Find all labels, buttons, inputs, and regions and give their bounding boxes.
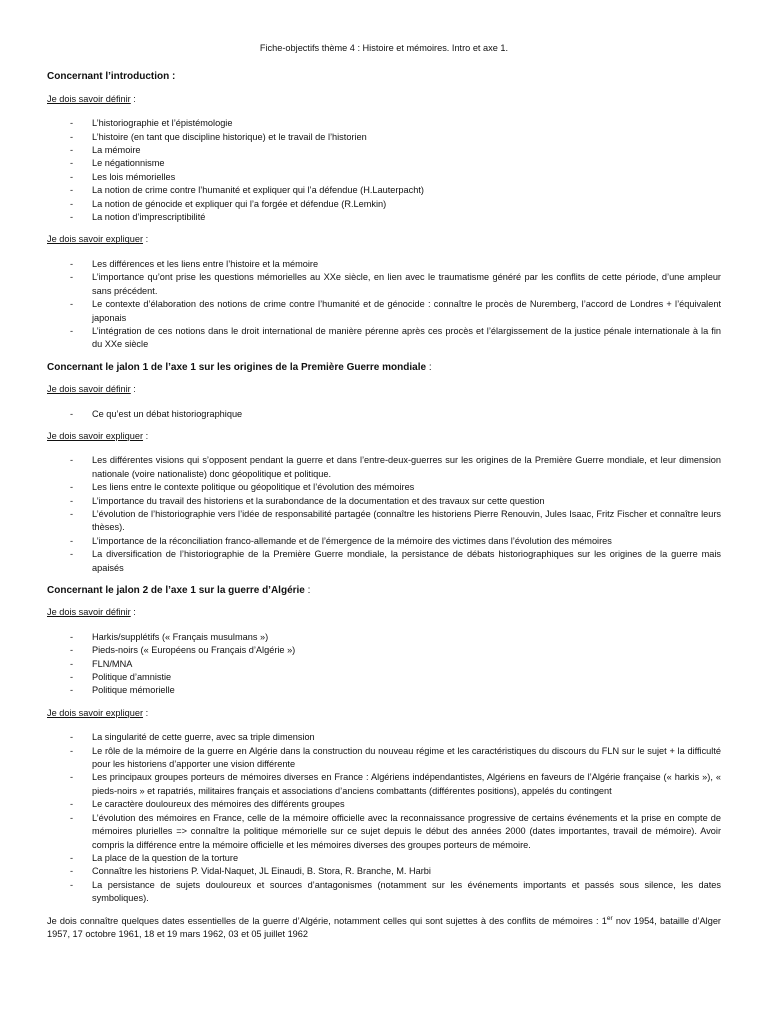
section-heading xyxy=(47,70,721,83)
list-item: - La place de la question de la torture xyxy=(47,852,721,865)
subheading-label: Je dois savoir expliquer xyxy=(47,430,144,441)
section-heading xyxy=(47,584,721,597)
list-item: - L’historiographie et l’épistémologie xyxy=(47,117,721,130)
list-item: - Le caractère douloureux des mémoires des différents groupes xyxy=(47,798,721,811)
sections-container xyxy=(47,70,721,905)
subheading-label: Je dois savoir expliquer xyxy=(47,707,144,718)
expliquer-list xyxy=(47,731,721,905)
list-item: - Pieds-noirs (« Européens ou Français d’Algérie ») xyxy=(47,644,721,657)
list-item: - Les lois mémorielles xyxy=(47,171,721,184)
subheading-label: Je dois savoir expliquer xyxy=(47,234,144,245)
list-item: - Connaître les historiens P. Vidal-Naquet, JL Einaudi, B. Stora, R. Branche, M. Harbi xyxy=(47,865,721,878)
closing-paragraph: Je dois connaître quelques dates essentielles de la guerre d’Algérie, notamment celles qui sont sujettes à des conflits de mémoires : 1er nov 1954, bataille d’Alger 1957, 17 octobre 1961, 18 et 19 mars 1962, 03 et 05 juillet 1962 xyxy=(47,914,721,939)
list-item: - Le négationnisme xyxy=(47,157,721,170)
list-item: - L’évolution des mémoires en France, celle de la mémoire officielle avec la reconnaissance progressive de certains événements et la prise en compte de mémoires plurielles => connaître la politique mémorielle sur ce sujet depuis le début des années 2000 (dates importantes, travail de mémoire). Avoir compris la différence entre la mémoire officielle et les mémoires diverses des groupes porteurs de mémoire. xyxy=(47,812,721,852)
subheading-colon: : xyxy=(143,234,149,245)
subheading-definir xyxy=(47,606,721,619)
section-heading-text: Concernant l’introduction : xyxy=(47,71,176,83)
definir-list xyxy=(47,117,721,224)
list-item: - Les différentes visions qui s’opposent pendant la guerre et dans l’entre-deux-guerres sur les origines de la Première Guerre mondiale, et leur dimension nationale (voire nationaliste) donc géopolitique et politique. xyxy=(47,454,721,481)
document-title: Fiche-objectifs thème 4 : Histoire et mémoires. Intro et axe 1. xyxy=(259,43,509,53)
subheading-colon: : xyxy=(143,707,149,718)
subheading-colon: : xyxy=(130,607,136,618)
subheading-colon: : xyxy=(130,93,136,104)
definir-list xyxy=(47,408,721,421)
subheading-label: Je dois savoir définir xyxy=(47,93,131,104)
list-item: - La persistance de sujets douloureux et sources d’antagonismes (notamment sur les événements importants et passés sous silence, les dates symboliques). xyxy=(47,879,721,906)
list-item: - Politique d’amnistie xyxy=(47,671,721,684)
subheading-expliquer xyxy=(47,430,721,443)
subheading-label: Je dois savoir définir xyxy=(47,384,131,395)
section xyxy=(47,361,721,575)
list-item: - L’évolution de l’historiographie vers l’idée de responsabilité partagée (connaître les historiens Pierre Renouvin, Jules Isaac, Fritz Fischer et connaître leurs thèses). xyxy=(47,508,721,535)
list-item: - La notion d’imprescriptibilité xyxy=(47,211,721,224)
subheading-definir xyxy=(47,383,721,396)
section-heading xyxy=(47,361,721,374)
list-item: - Le contexte d’élaboration des notions de crime contre l’humanité et de génocide : connaître le procès de Nuremberg, l’accord de Londres + l’équivalent japonais xyxy=(47,298,721,325)
list-item: - L’histoire (en tant que discipline historique) et le travail de l’historien xyxy=(47,131,721,144)
section-heading-suffix: : xyxy=(304,585,311,596)
list-item: - Politique mémorielle xyxy=(47,684,721,697)
list-item: - La notion de crime contre l’humanité et expliquer qui l’a défendue (H.Lauterpacht) xyxy=(47,184,721,197)
list-item: - Le rôle de la mémoire de la guerre en Algérie dans la construction du nouveau régime et les caractéristiques du discours du FLN sur le sujet + la difficulté pour les historiens d’apporter une vision différente xyxy=(47,745,721,772)
subheading-expliquer xyxy=(47,233,721,246)
list-item: - L’intégration de ces notions dans le droit international de manière pérenne après ces procès et l’élargissement de la justice pénale internationale à la fin du XXe siècle xyxy=(47,325,721,352)
section-heading-text: Concernant le jalon 2 de l’axe 1 sur la guerre d’Algérie xyxy=(47,585,305,596)
list-item: - L’importance de la réconciliation franco-allemande et de l’émergence de la mémoire des victimes dans l’évolution des mémoires xyxy=(47,535,721,548)
subheading-definir xyxy=(47,93,721,106)
expliquer-list xyxy=(47,258,721,352)
definir-list xyxy=(47,631,721,698)
list-item: - Harkis/supplétifs (« Français musulmans ») xyxy=(47,631,721,644)
list-item: - Ce qu’est un débat historiographique xyxy=(47,408,721,421)
list-item: - La singularité de cette guerre, avec sa triple dimension xyxy=(47,731,721,744)
list-item: - FLN/MNA xyxy=(47,658,721,671)
list-item: - La mémoire xyxy=(47,144,721,157)
section xyxy=(47,584,721,906)
list-item: - Les différences et les liens entre l’histoire et la mémoire xyxy=(47,258,721,271)
section xyxy=(47,70,721,351)
list-item: - La notion de génocide et expliquer qui l’a forgée et défendue (R.Lemkin) xyxy=(47,198,721,211)
list-item: - Les principaux groupes porteurs de mémoires diverses en France : Algériens indépendantistes, Algériens en faveurs de l’Algérie française (« harkis »), « pieds-noirs » et rapatriés, militaires français et associations d’anciens combattants (différentes positions), appelés du contingent xyxy=(47,771,721,798)
subheading-colon: : xyxy=(130,384,136,395)
list-item: - Les liens entre le contexte politique ou géopolitique et l’évolution des mémoires xyxy=(47,481,721,494)
subheading-label: Je dois savoir définir xyxy=(47,607,131,618)
list-item: - L’importance du travail des historiens et la surabondance de la documentation et des travaux sur cette question xyxy=(47,495,721,508)
subheading-expliquer xyxy=(47,707,721,720)
list-item: - La diversification de l’historiographie de la Première Guerre mondiale, la persistance de débats historiographiques sur les origines de la guerre mais apaisés xyxy=(47,548,721,575)
subheading-colon: : xyxy=(143,430,149,441)
list-item: - L’importance qu’ont prise les questions mémorielles au XXe siècle, en lien avec le traumatisme généré par les conflits de cette période, d’une ampleur sans précédent. xyxy=(47,271,721,298)
expliquer-list xyxy=(47,454,721,575)
section-heading-suffix: : xyxy=(426,361,432,373)
section-heading-text: Concernant le jalon 1 de l’axe 1 sur les origines de la Première Guerre mondiale xyxy=(47,361,427,373)
